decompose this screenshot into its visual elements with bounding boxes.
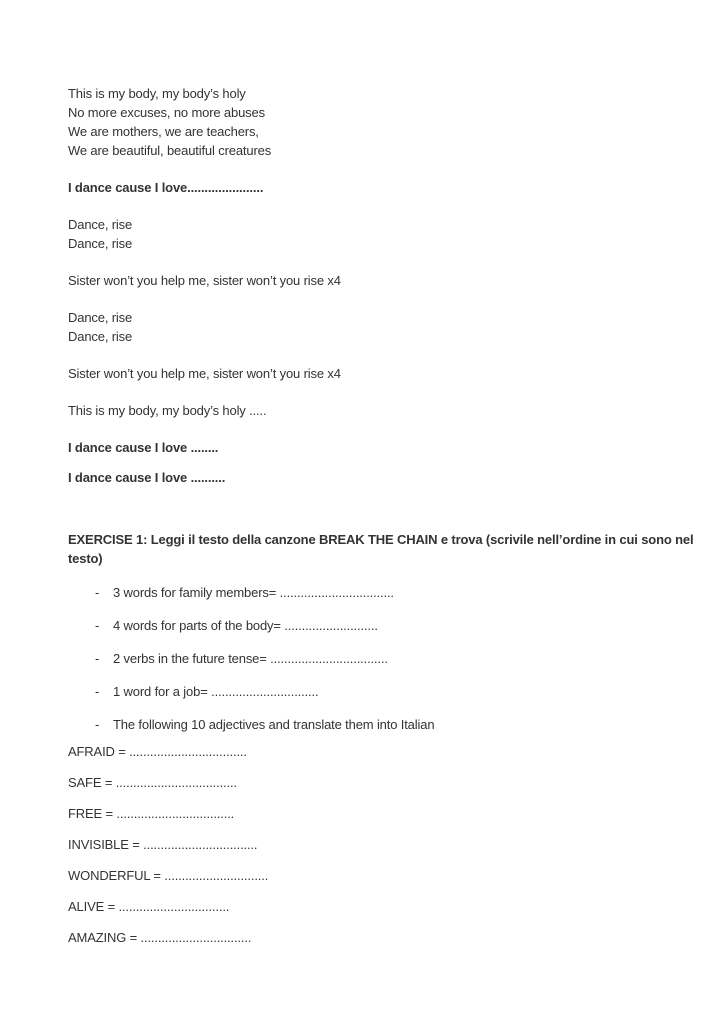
chorus-line-3: I dance cause I love .......... (68, 470, 226, 485)
dash-bullet: - (95, 651, 100, 666)
task-text: The following 10 adjectives and translate them into Italian (113, 717, 435, 732)
task-item-body-parts (95, 616, 650, 635)
adjective-line-safe: SAFE = ................................... (68, 775, 237, 790)
lyric-line-1: This is my body, my body’s holy (68, 86, 246, 101)
verse-reprise-line: This is my body, my body’s holy ..... (68, 403, 267, 418)
sister-line-1: Sister won’t you help me, sister won’t you rise x4 (68, 273, 341, 288)
adjective-line-afraid: AFRAID = .................................. (68, 744, 247, 759)
dash-bullet: - (95, 717, 100, 732)
refrain-line-1: Dance, rise (68, 217, 133, 232)
exercise-heading-line-2: testo) (68, 551, 103, 566)
sister-line-2: Sister won’t you help me, sister won’t you rise x4 (68, 366, 341, 381)
exercise-heading-line-1: EXERCISE 1: Leggi il testo della canzone BREAK THE CHAIN e trova (scrivile nell’ordine in cui sono nel (68, 532, 694, 547)
task-text: 2 verbs in the future tense= .................................. (113, 651, 388, 666)
task-item-job (95, 682, 650, 701)
adjective-line-invisible: INVISIBLE = ................................. (68, 837, 258, 852)
task-text: 3 words for family members= ................................. (113, 585, 394, 600)
task-item-future-verbs (95, 649, 650, 668)
adjective-line-free: FREE = .................................. (68, 806, 235, 821)
dash-bullet: - (95, 618, 100, 633)
adjective-line-wonderful: WONDERFUL = .............................. (68, 868, 269, 883)
lyric-line-4: We are beautiful, beautiful creatures (68, 143, 272, 158)
adjective-line-alive: ALIVE = ................................ (68, 899, 230, 914)
lyric-line-3: We are mothers, we are teachers, (68, 124, 259, 139)
refrain-line-4: Dance, rise (68, 329, 133, 344)
chorus-line-2: I dance cause I love ........ (68, 440, 219, 455)
task-text: 1 word for a job= ............................... (113, 684, 319, 699)
task-text: 4 words for parts of the body= ........................... (113, 618, 378, 633)
adjective-line-amazing: AMAZING = ................................ (68, 930, 252, 945)
dash-bullet: - (95, 585, 100, 600)
dash-bullet: - (95, 684, 100, 699)
refrain-line-2: Dance, rise (68, 236, 133, 251)
refrain-line-3: Dance, rise (68, 310, 133, 325)
chorus-line-1: I dance cause I love...................... (68, 180, 264, 195)
task-item-family-members (95, 583, 650, 602)
lyric-line-2: No more excuses, no more abuses (68, 105, 265, 120)
task-item-adjectives (95, 715, 650, 734)
